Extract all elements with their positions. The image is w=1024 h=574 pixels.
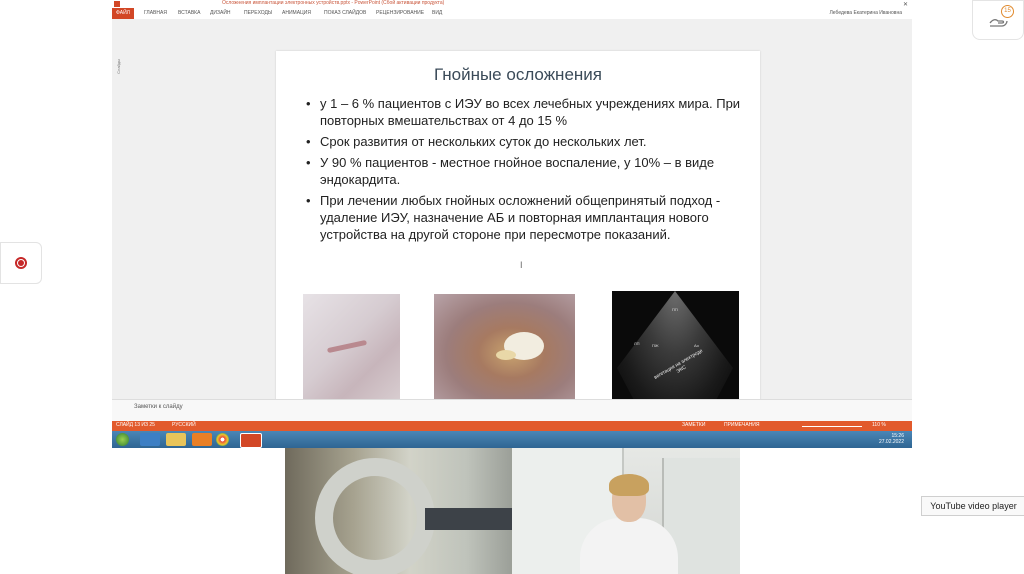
presenter-hair [609, 474, 649, 496]
record-button[interactable] [0, 242, 42, 284]
presenter-body [580, 518, 678, 574]
echo-label-lp: ЛП [634, 341, 640, 346]
bullet-item: • При лечении любых гнойных осложнений общепринятый подход - удаление ИЭУ, назначение АБ и повторная имплантация нового устройства на другой стороне при пересмотре показаний. [306, 192, 746, 243]
taskbar-clock[interactable] [879, 433, 904, 445]
bullet-list [306, 95, 746, 247]
tab-view[interactable]: ВИД [432, 10, 443, 16]
photo-skin-scar [303, 294, 400, 401]
echo-label-vegetation: вегетация на электроде ЭКС [653, 347, 704, 381]
folder-icon[interactable] [166, 433, 186, 446]
zoom-level[interactable]: 110 % [872, 422, 886, 428]
window-title: Осложнения имплантации электронных устройств.pptx - PowerPoint (Сбой активации продукта) [222, 0, 445, 6]
echo-label-pp: ПП [672, 307, 678, 312]
video-player-tooltip: YouTube video player [921, 496, 1024, 516]
hand-count-badge: 15 [1001, 5, 1014, 18]
slide-title: Гнойные осложнения [433, 65, 602, 84]
echo-label-ao: Ао [694, 343, 699, 348]
echo-label-pzh: ПЖ [652, 343, 659, 348]
bullet-item: • Срок развития от нескольких суток до нескольких лет. [306, 133, 746, 150]
language-indicator[interactable]: РУССКИЙ [172, 422, 196, 428]
zoom-slider[interactable] [802, 426, 862, 427]
tab-home[interactable]: ГЛАВНАЯ [144, 10, 167, 16]
screen-share-powerpoint [112, 0, 912, 448]
clock-time: 15:26 [891, 433, 904, 439]
pus-area [496, 350, 516, 360]
ie-icon[interactable] [140, 433, 160, 446]
powerpoint-app-icon [114, 1, 120, 7]
comments-button[interactable]: ПРИМЕЧАНИЯ [724, 422, 760, 428]
tab-file[interactable]: ФАЙЛ [112, 8, 134, 19]
video-feed-operating-room [285, 448, 512, 574]
notes-button[interactable]: ЗАМЕТКИ [682, 422, 706, 428]
tab-design[interactable]: ДИЗАЙН [210, 10, 231, 16]
bullet-item: • у 1 – 6 % пациентов с ИЭУ во всех лечебных учреждениях мира. При повторных вмешательствах от 4 до 15 % [306, 95, 746, 129]
tab-slideshow[interactable]: ПОКАЗ СЛАЙДОВ [324, 10, 367, 16]
notes-pane[interactable] [112, 399, 912, 422]
c-arm-equipment [315, 458, 435, 574]
record-icon [15, 257, 27, 269]
notes-placeholder: Заметки к слайду [134, 404, 183, 410]
windows-taskbar [112, 431, 912, 448]
scar-mark [327, 340, 367, 353]
media-player-icon[interactable] [192, 433, 212, 446]
slides-panel-tab[interactable]: Слайды [116, 59, 121, 74]
operating-table [425, 508, 512, 530]
status-bar [112, 421, 912, 431]
photo-purulent-wound [434, 294, 575, 401]
close-icon[interactable]: ✕ [902, 2, 908, 8]
start-button[interactable] [116, 433, 129, 446]
photo-echocardiogram [612, 291, 739, 401]
slide [276, 51, 760, 407]
video-feed-presenter [512, 448, 740, 574]
tab-insert[interactable]: ВСТАВКА [178, 10, 201, 16]
tab-transitions[interactable]: ПЕРЕХОДЫ [244, 10, 273, 16]
text-cursor-icon: I [520, 260, 523, 270]
raise-hand-widget[interactable] [972, 0, 1024, 40]
clock-date: 27.02.2022 [878, 439, 904, 445]
chrome-icon[interactable] [216, 433, 229, 446]
bullet-item: • У 90 % пациентов - местное гнойное воспаление, у 10% – в виде эндокардита. [306, 154, 746, 188]
user-name[interactable]: Лебедева Екатерина Ивановна [829, 10, 902, 16]
tab-animation[interactable]: АНИМАЦИЯ [282, 10, 311, 16]
powerpoint-taskbar-icon[interactable] [240, 433, 262, 448]
slide-editing-area [112, 19, 912, 399]
tab-review[interactable]: РЕЦЕНЗИРОВАНИЕ [376, 10, 425, 16]
slide-counter: СЛАЙД 13 ИЗ 25 [116, 422, 155, 428]
